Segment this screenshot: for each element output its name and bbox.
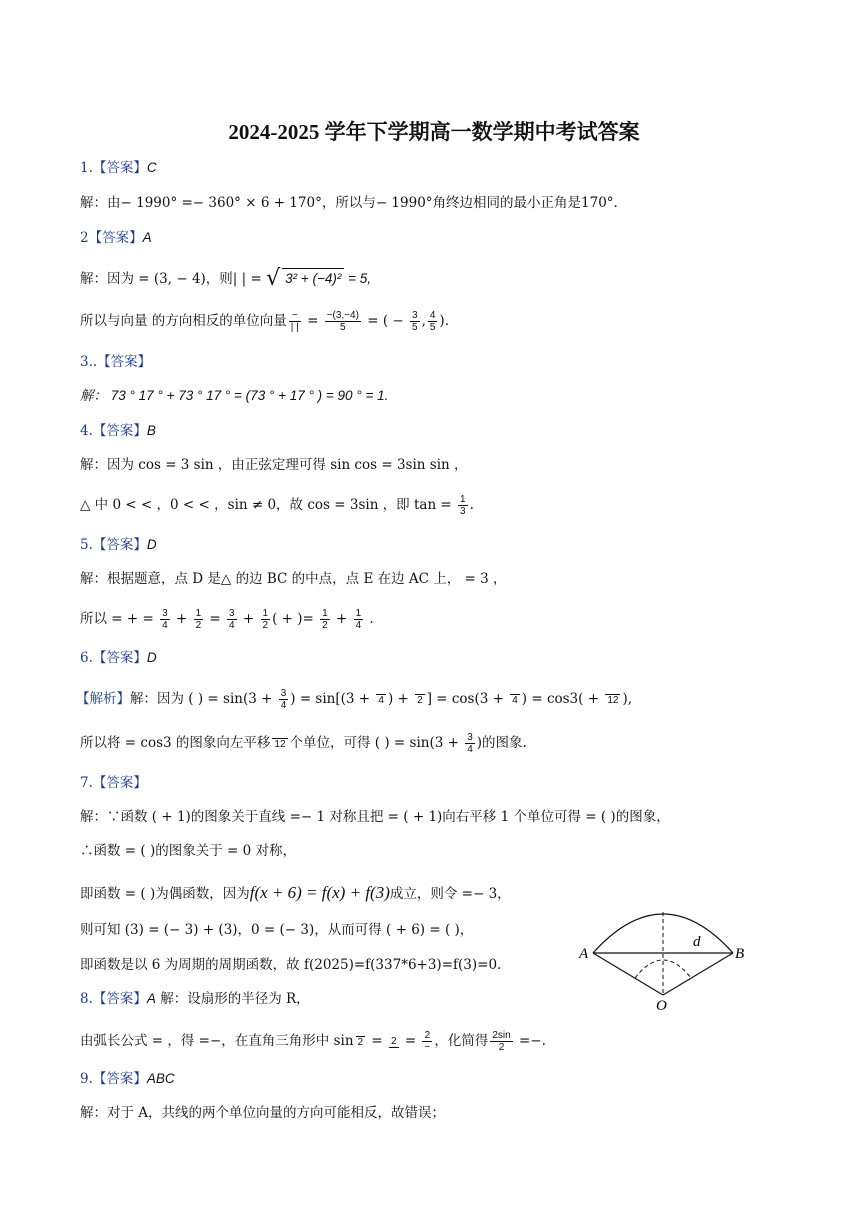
radius-OB [663, 953, 733, 995]
q6-solution-1: 【解析】解：因为 ( ) = sin(3 + $\frac{3}{4}$ ) = sin[(3 + 4 ) + 2 ] = cos(3 + 4 ) = cos3( + 12 ), [76, 688, 632, 711]
q2-text-a: 解：因为 [80, 271, 139, 287]
q7-solution-3: 即函数 = ( )为偶函数，因为f(x + 6) = f(x) + f(3)成立，则令 =− 3， [80, 883, 511, 902]
q7-solution-5: 即函数是以 6 为周期的周期函数，故 f(2025)=f(337*6+3)=f(3)=0. [80, 957, 502, 973]
q1-answer: C [146, 160, 157, 175]
sqrt-icon: √ [266, 266, 281, 291]
q3-solution: 解： 73 ° 17 ° + 73 ° 17 ° = (73 ° + 17 ° ) = 90 ° = 1. [80, 388, 389, 403]
q6-tag: 【解析】 [76, 691, 130, 707]
q7-solution-2: ∴函数 = ( )的图象关于 = 0 对称， [80, 843, 296, 859]
q5-answer-line [80, 535, 157, 555]
q7-solution-1: 解：∵函数 ( + 1)的图象关于直线 =− 1 对称且把 = ( + 1)向右平移 1 个单位可得 = ( )的图象， [80, 809, 670, 825]
q2-answer-line [80, 228, 152, 248]
q2-text-d: = 5, [344, 271, 372, 286]
q6-label: 6.【答案】 [80, 650, 147, 666]
q1-solution: 解：由− 1990° =− 360° × 6 + 170°，所以与− 1990°角终边相同的最小正角是170°. [80, 195, 618, 211]
q2-text-g: ). [439, 313, 449, 329]
q5-solution-1: 解：根据题意，点 D 是△ 的边 BC 的中点，点 E 在边 AC 上， = 3 ， [80, 571, 507, 587]
q2-label: 2【答案】 [80, 230, 143, 246]
q2-text-f: = ( − [362, 313, 408, 329]
q4-frac: $\frac{1}{3}$ [460, 494, 466, 517]
radius-OA [593, 953, 663, 995]
q9-label: 9.【答案】 [80, 1071, 147, 1087]
q7-answer-line [80, 773, 147, 793]
q8-label: 8.【答案】 [80, 991, 147, 1007]
q1-label: 1.【答案】 [80, 160, 147, 176]
label-B: B [735, 946, 745, 962]
q5-label: 5.【答案】 [80, 537, 147, 553]
q3-label: 3..【答案】 [80, 354, 152, 370]
q2-comma: , [421, 313, 426, 329]
q8-answer-line: 8.【答案】A 解：设扇形的半径为 R， [80, 991, 310, 1007]
q1-answer-line [80, 158, 157, 178]
q2-frac-3: $\frac{3}{5}$ [412, 310, 418, 333]
q6-solution-2: 所以将 = cos3 的图象向左平移 12 个单位，可得 ( ) = sin(3 + $\frac{3}{4}$ )的图象. [80, 732, 527, 755]
q4-label: 4.【答案】 [80, 423, 147, 439]
q3-answer-line [80, 352, 151, 372]
q5-solution-2: 所以 = + = $\frac{3}{4}$ + $\frac{1}{2}$ = $\frac{3}{4}$ + $\frac{1}{2}$ ( + )= $\frac{1}{2}$ + $\frac{1}{4}$ . [80, 608, 374, 631]
q2-eq: = [302, 313, 323, 329]
label-O: O [656, 998, 667, 1014]
q4-text-a: △ 中 0 < < ，0 < < ，sin ≠ 0，故 cos = 3sin ，即 tan = [80, 497, 457, 513]
q6-answer: D [146, 650, 157, 665]
q2-solution-2 [80, 310, 449, 333]
q7-label: 7.【答案】 [80, 775, 147, 791]
q2-frac-4: $\frac{4}{5}$ [429, 310, 436, 333]
q2-answer: A [142, 230, 152, 245]
q4-text-b: . [469, 497, 474, 513]
q9-answer: ABC [146, 1071, 175, 1086]
q9-solution-1: 解：对于 A，共线的两个单位向量的方向可能相反，故错误； [80, 1105, 446, 1121]
label-A: A [579, 946, 589, 962]
q7-equation: f(x + 6) = f(x) + f(3) [249, 883, 390, 902]
q6-answer-line [80, 648, 157, 668]
q2-text-e: 所以与向量 的方向相反的单位向量 [80, 313, 287, 329]
q8-solution-2: 由弧长公式 = ，得 =−，在直角三角形中 sin 2 = 2 = $\frac{2}{-}$ ，化简得 $\frac{2\sin}{2}$ =−. [80, 1030, 546, 1053]
q7-solution-4: 则可知 (3) = (− 3) + (3)，0 = (− 3)，从而可得 ( + 6) = ( )， [80, 922, 474, 938]
q2-text-c: | = [241, 271, 267, 287]
q9-answer-line [80, 1069, 175, 1089]
q5-answer: D [146, 537, 157, 552]
q2-frac-1: $\frac{-}{| |}$ [290, 310, 299, 333]
label-d: d [693, 934, 701, 950]
q4-answer: B [146, 423, 156, 438]
q2-frac-2: $\frac{-(3,-4)}{5}$ [326, 310, 359, 333]
sector-figure [575, 900, 750, 1015]
q8-answer: A [146, 991, 156, 1006]
q4-solution-1: 解：因为 cos = 3 sin ，由正弦定理可得 sin cos = 3sin sin ， [80, 457, 468, 473]
q2-solution-1 [80, 268, 371, 289]
q4-answer-line [80, 421, 156, 441]
q2-text-b: = (3, − 4)，则| [138, 271, 242, 287]
page-title: 2024-2025 学年下学期高一数学期中考试答案 [228, 120, 640, 144]
q4-solution-2 [80, 494, 474, 517]
q2-sqrt-content: 3² + (−4)² [282, 268, 344, 289]
